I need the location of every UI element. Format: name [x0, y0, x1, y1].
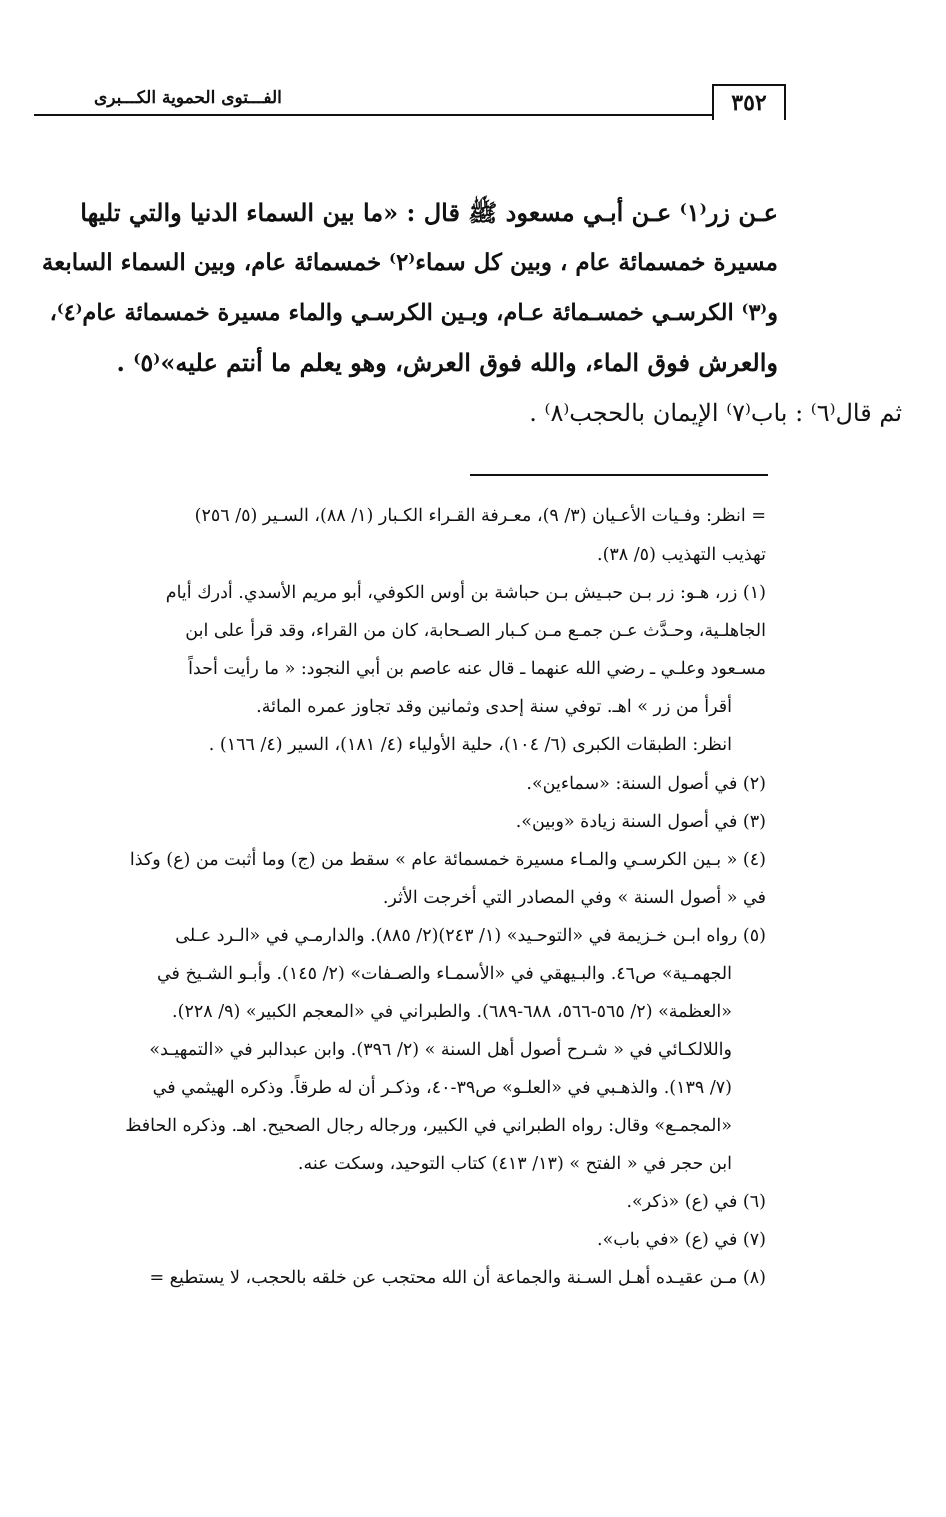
footnote-line: (٧) في (ع) «في باب».	[597, 1230, 766, 1250]
footnote-line: = انظر: وفـيات الأعـيان (٣/ ٩)، معـرفة القـراء الكـبار (١/ ٨٨)، السـير (٥/ ٢٥٦)	[194, 506, 766, 526]
footnote-line: (١) زر، هـو: زر بـن حبـيش بـن حباشة بن أوس الكوفي، أبو مريم الأسدي. أدرك أيام	[165, 583, 766, 603]
footnote-line: ابن حجر في « الفتح » (١٣/ ٤١٣) كتاب التوحيد، وسكت عنه.	[297, 1154, 732, 1174]
footnote-line: الجهمـية» ص٤٦. والبـيهقي في «الأسمـاء والصـفات» (٢/ ١٤٥). وأبـو الشـيخ في	[156, 964, 732, 984]
footnote-line: (٢) في أصول السنة: «سماءين».	[526, 774, 766, 794]
main-text-line: ثم قال⁽٦⁾ : باب⁽٧⁾ الإيمان بالحجب⁽٨⁾ .	[529, 399, 902, 427]
footnote-line: تهذيب التهذيب (٥/ ٣٨).	[597, 545, 766, 565]
footnote-line: أقرأ من زر » اهـ. توفي سنة إحدى وثمانين وقد تجاوز عمره المائة.	[256, 697, 732, 717]
footnote-line: (٧/ ١٣٩). والذهـبي في «العلـو» ص٣٩-٤٠، وذكـر أن له طرقاً. وذكره الهيثمي في	[152, 1078, 732, 1098]
main-text-line: عـن زر⁽١⁾ عـن أبـي مسعود ﷺ قال : «ما بين السماء الدنيا والتي تليها	[80, 198, 778, 227]
footnote-line: (٥) رواه ابـن خـزيمة في «التوحـيد» (١/ ٢٤٣)(٢/ ٨٨٥). والدارمـي في «الـرد عـلى	[175, 926, 766, 946]
footnote-line: «المجمـع» وقال: رواه الطبراني في الكبير، ورجاله رجال الصحيح. اهـ. وذكره الحافظ	[125, 1116, 732, 1136]
main-text-line: والعرش فوق الماء، والله فوق العرش، وهو يعلم ما أنتم عليه»⁽٥⁾ .	[116, 348, 778, 377]
footnote-line: (٦) في (ع) «ذكر».	[626, 1192, 766, 1212]
footnote-line: «العظمة» (٢/ ٥٦٥-٥٦٦، ٦٨٨-٦٨٩). والطبراني في «المعجم الكبير» (٩/ ٢٢٨).	[172, 1002, 732, 1022]
footnote-line: (٣) في أصول السنة زيادة «وبين».	[515, 812, 766, 832]
footnote-line: الجاهلـية، وحـدَّث عـن جمـع مـن كـبار الصـحابة، كان من القراء، وقد قرأ على ابن	[185, 621, 766, 641]
running-title: الفـــتوى الحموية الكـــبرى	[94, 88, 282, 108]
main-text-line: مسيرة خمسمائة عام ، وبين كل سماء⁽٢⁾ خمسمائة عام، وبين السماء السابعة	[41, 249, 778, 276]
page-header	[34, 84, 786, 124]
main-text-line: و⁽٣⁾ الكرسـي خمسـمائة عـام، وبـين الكرسـي والماء مسيرة خمسمائة عام⁽٤⁾،	[49, 300, 778, 326]
footnote-line: انظر: الطبقات الكبرى (٦/ ١٠٤)، حلية الأولياء (٤/ ١٨١)، السير (٤/ ١٦٦) .	[208, 735, 732, 755]
page-number: ٣٥٢	[712, 84, 786, 120]
footnote-line: واللالكـائي في « شـرح أصول أهل السنة » (٢/ ٣٩٦). وابن عبدالبر في «التمهيـد»	[149, 1040, 732, 1060]
footnote-line: مسـعود وعلـي ـ رضي الله عنهما ـ قال عنه عاصم بن أبي النجود: « ما رأيت أحداً	[188, 659, 766, 679]
footnote-line: (٤) « بـين الكرسـي والمـاء مسيرة خمسمائة عام » سقط من (ج) وما أثبت من (ع) وكذا	[129, 850, 766, 870]
footnote-separator	[470, 474, 768, 476]
footnote-line: (٨) مـن عقيـده أهـل السـنة والجماعة أن الله محتجب عن خلقه بالحجب، لا يستطيع =	[149, 1268, 766, 1288]
footnote-line: في « أصول السنة » وفي المصادر التي أخرجت الأثر.	[382, 888, 766, 908]
header-rule	[34, 114, 714, 116]
